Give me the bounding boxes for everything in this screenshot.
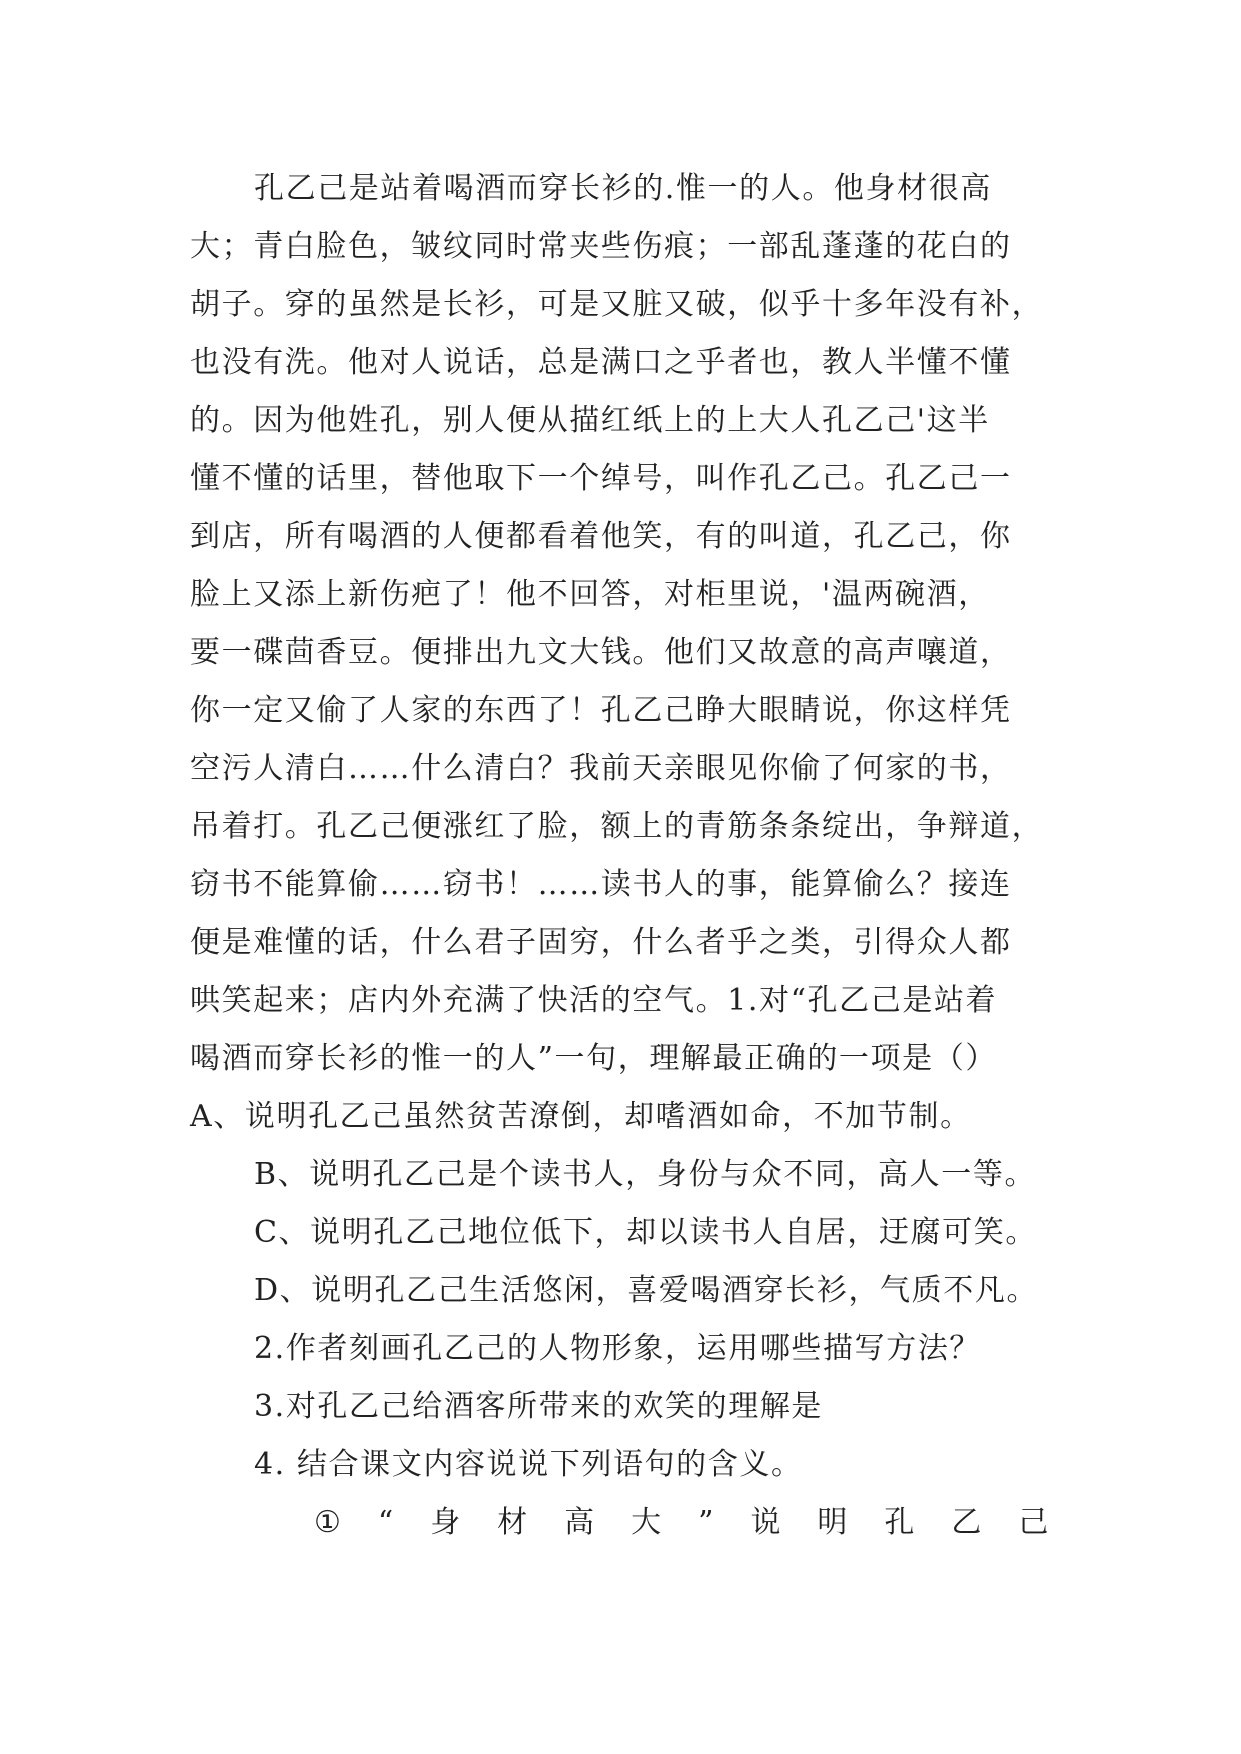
- option-d: D、说明孔乙己生活悠闲，喜爱喝酒穿长衫，气质不凡。: [254, 1273, 1039, 1308]
- question-2: 2.作者刻画孔乙己的人物形象，运用哪些描写方法？: [254, 1331, 982, 1366]
- text-line: 窃书不能算偷……窃书！……读书人的事，能算偷么？接连: [190, 867, 1012, 902]
- text-line: 的。因为他姓孔，别人便从描红纸上的上大人孔乙己'这半: [190, 403, 990, 438]
- text-line: 吊着打。孔乙己便涨红了脸，额上的青筋条条绽出，争辩道，: [190, 809, 1044, 844]
- text-line: 孔乙己是站着喝酒而穿长衫的.惟一的人。他身材很高: [254, 171, 992, 206]
- token: ”: [698, 1505, 716, 1540]
- token: 说: [750, 1505, 783, 1540]
- sub-question-1: [190, 1494, 1050, 1552]
- text-line: 大；青白脸色，皱纹同时常夹些伤痕；一部乱蓬蓬的花白的: [190, 229, 1012, 264]
- token: 高: [564, 1505, 596, 1540]
- option-c: C、说明孔乙己地位低下，却以读书人自居，迂腐可笑。: [254, 1215, 1037, 1250]
- token: 明: [817, 1505, 850, 1540]
- text-line: 懂不懂的话里，替他取下一个绰号，叫作孔乙己。孔乙己一: [190, 461, 1012, 496]
- text-line: 也没有洗。他对人说话，总是满口之乎者也，教人半懂不懂: [190, 345, 1012, 380]
- text-line: 空污人清白……什么清白？我前天亲眼见你偷了何家的书，: [190, 751, 1012, 786]
- token: “: [377, 1505, 395, 1540]
- token: 材: [497, 1505, 529, 1540]
- text-line: 要一碟茴香豆。便排出九文大钱。他们又故意的高声嚷道，: [190, 635, 1012, 670]
- text-line: 胡子。穿的虽然是长衫，可是又脏又破，似乎十多年没有补，: [190, 287, 1044, 322]
- token: 己: [1018, 1505, 1050, 1540]
- option-a: A、说明孔乙己虽然贫苦潦倒，却嗜酒如命，不加节制。: [190, 1099, 972, 1134]
- text-line: 哄笑起来；店内外充满了快活的空气。1.对“孔乙己是站着: [190, 983, 998, 1018]
- document-text: [190, 160, 1050, 1552]
- question-3: 3.对孔乙己给酒客所带来的欢笑的理解是: [254, 1389, 824, 1424]
- token: 大: [631, 1505, 663, 1540]
- text-line: 喝酒而穿长衫的惟一的人”一句，理解最正确的一项是（）: [190, 1041, 997, 1076]
- token: ①: [314, 1505, 343, 1540]
- text-line: 便是难懂的话，什么君子固穷，什么者乎之类，引得众人都: [190, 925, 1012, 960]
- option-b: B、说明孔乙己是个读书人，身份与众不同，高人一等。: [254, 1157, 1037, 1192]
- token: 孔: [884, 1505, 917, 1540]
- token: 身: [430, 1505, 462, 1540]
- text-line: 到店，所有喝酒的人便都看着他笑，有的叫道，孔乙己，你: [190, 519, 1012, 554]
- text-line: 你一定又偷了人家的东西了！孔乙己睁大眼睛说，你这样凭: [190, 693, 1012, 728]
- token: 乙: [951, 1505, 983, 1540]
- text-line: 脸上又添上新伤疤了！他不回答，对柜里说，'温两碗酒，: [190, 577, 990, 612]
- question-4: 4. 结合课文内容说说下列语句的含义。: [254, 1447, 803, 1482]
